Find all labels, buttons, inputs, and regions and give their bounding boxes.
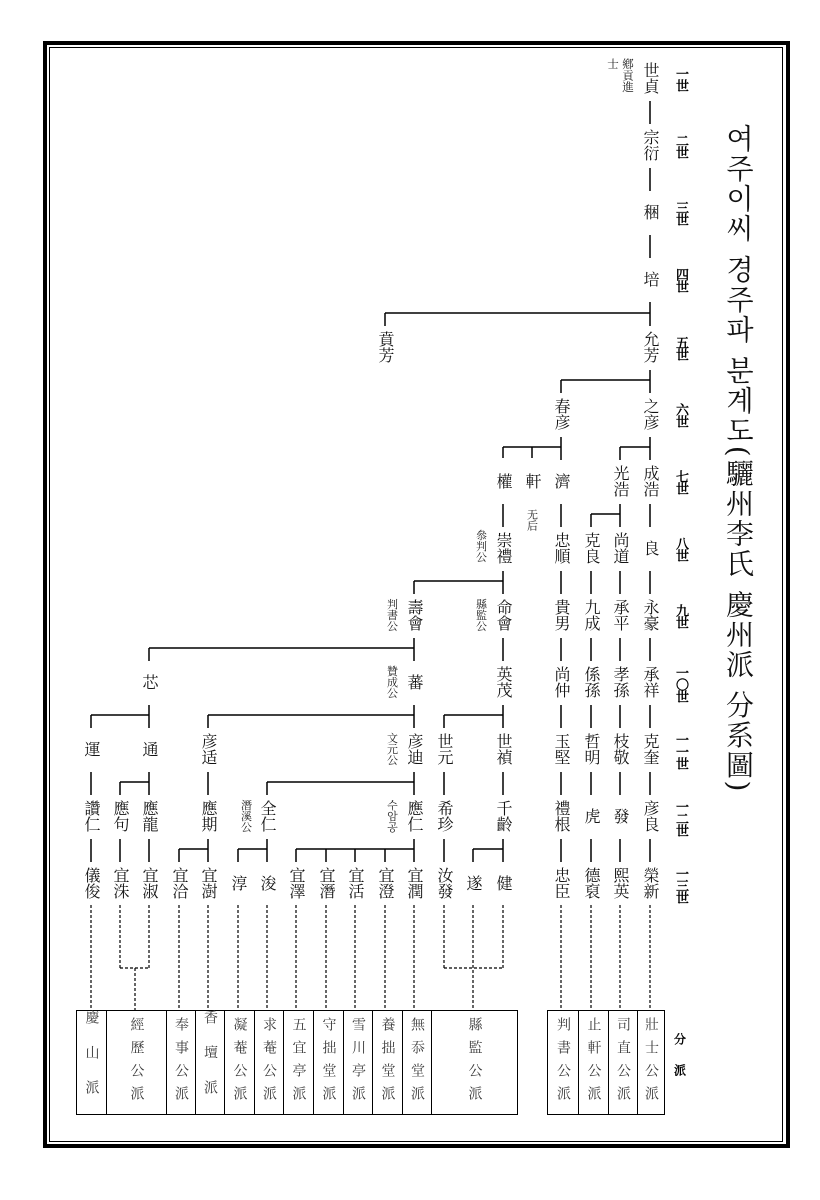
branch-cell bbox=[578, 1011, 608, 1114]
person-node: 宜澍 bbox=[199, 867, 218, 899]
person-node: 英茂 bbox=[494, 666, 513, 698]
branch-label: 司直公派 bbox=[615, 1016, 631, 1109]
person-node: 汝發 bbox=[435, 867, 454, 899]
branch-cell bbox=[402, 1011, 431, 1114]
branch-cell bbox=[224, 1011, 254, 1114]
person-title-note: 潛溪公 bbox=[239, 799, 253, 833]
branch-cell bbox=[254, 1011, 283, 1114]
generation-label: 五世 bbox=[673, 336, 688, 360]
person-title-note: 贊成公 bbox=[385, 665, 399, 699]
person-node: 賁芳 bbox=[376, 331, 395, 363]
generation-label: 三世 bbox=[673, 201, 688, 225]
person-node: 希珍 bbox=[435, 800, 454, 832]
generation-label: 八世 bbox=[673, 537, 688, 561]
generation-label: 一三世 bbox=[673, 867, 688, 903]
person-title-note: 縣監公 bbox=[474, 598, 488, 632]
branch-label: 壯士公派 bbox=[643, 1016, 659, 1109]
branch-table-right bbox=[547, 1010, 665, 1115]
branch-label: 凝菴公派 bbox=[231, 1016, 248, 1109]
person-node: 健 bbox=[494, 875, 513, 891]
person-node: 宜淑 bbox=[140, 867, 159, 899]
person-node: 克良 bbox=[582, 532, 601, 564]
person-node: 應龍 bbox=[140, 800, 159, 832]
person-node: 承祥 bbox=[641, 666, 660, 698]
branch-label: 奉事公派 bbox=[173, 1016, 189, 1109]
person-node: 運 bbox=[82, 741, 101, 757]
person-node: 尚仲 bbox=[552, 666, 571, 698]
person-node: 禮根 bbox=[552, 800, 571, 832]
person-node: 通 bbox=[140, 741, 159, 757]
person-title-note: 文元公 bbox=[385, 732, 399, 766]
person-node: 世元 bbox=[435, 733, 454, 765]
branch-label: 求菴公派 bbox=[261, 1016, 277, 1109]
branch-row-label: 分派 bbox=[672, 1033, 687, 1095]
branch-table-left bbox=[76, 1010, 518, 1115]
person-node: 淳 bbox=[229, 875, 248, 891]
branch-label: 經歷公派 bbox=[128, 1016, 145, 1109]
person-node: 九成 bbox=[582, 599, 601, 631]
person-node: 成浩 bbox=[641, 465, 660, 497]
branch-label: 判書公派 bbox=[555, 1016, 571, 1109]
person-node: 應期 bbox=[199, 800, 218, 832]
person-node: 全仁 bbox=[258, 800, 277, 832]
person-node: 讚仁 bbox=[82, 800, 101, 832]
person-node: 芯 bbox=[140, 674, 159, 690]
person-node: 榮新 bbox=[641, 867, 660, 899]
person-node: 克奎 bbox=[641, 733, 660, 765]
branch-cell bbox=[548, 1011, 578, 1114]
person-node: 濟 bbox=[552, 473, 571, 489]
person-node: 千齡 bbox=[494, 800, 513, 832]
branch-label: 慶山派 bbox=[83, 1010, 100, 1115]
person-node: 宜活 bbox=[346, 867, 365, 899]
person-node: 儀俊 bbox=[82, 867, 101, 899]
chart-title: 여주이씨 경주파 분계도(驪州李氏 慶州派 分系圖) bbox=[722, 124, 755, 794]
person-node: 彦适 bbox=[199, 733, 218, 765]
branch-label: 五宜亭派 bbox=[290, 1016, 307, 1109]
person-node: 孝孫 bbox=[611, 666, 630, 698]
person-node: 春彦 bbox=[552, 398, 571, 430]
person-node: 遂 bbox=[464, 875, 483, 891]
person-node: 稇 bbox=[641, 204, 660, 220]
person-node: 熙英 bbox=[611, 867, 630, 899]
person-node: 彦迪 bbox=[405, 733, 424, 765]
person-node: 允芳 bbox=[641, 331, 660, 363]
person-node: 尚道 bbox=[611, 532, 630, 564]
person-node: 浚 bbox=[258, 875, 277, 891]
generation-label: 六世 bbox=[673, 403, 688, 427]
person-node: 宗衍 bbox=[641, 129, 660, 161]
person-node: 永豪 bbox=[641, 599, 660, 631]
person-node: 德裒 bbox=[582, 867, 601, 899]
generation-label: 一二世 bbox=[673, 800, 688, 836]
person-node: 世貞 bbox=[641, 62, 660, 94]
branch-cell bbox=[637, 1011, 664, 1114]
person-node: 軒 bbox=[523, 473, 542, 489]
person-node: 蕃 bbox=[405, 674, 424, 690]
person-node: 宜潤 bbox=[405, 867, 424, 899]
person-title-note: 判書公 bbox=[385, 598, 399, 632]
person-node: 光浩 bbox=[611, 465, 630, 497]
person-node: 虎 bbox=[582, 808, 601, 824]
person-node: 壽會 bbox=[405, 599, 424, 631]
person-node: 係孫 bbox=[582, 666, 601, 698]
person-title-note: 鄕貢進士 bbox=[606, 58, 635, 93]
branch-label: 守拙堂派 bbox=[320, 1016, 337, 1109]
person-title-note: 无后 bbox=[525, 509, 539, 531]
branch-cell bbox=[195, 1011, 224, 1114]
branch-cell bbox=[283, 1011, 313, 1114]
generation-label: 四世 bbox=[673, 268, 688, 292]
person-node: 枝敬 bbox=[611, 733, 630, 765]
person-node: 宜澤 bbox=[287, 867, 306, 899]
person-node: 發 bbox=[611, 808, 630, 824]
person-node: 世禎 bbox=[494, 733, 513, 765]
branch-cell bbox=[343, 1011, 372, 1114]
person-node: 應句 bbox=[111, 800, 130, 832]
person-node: 玉堅 bbox=[552, 733, 571, 765]
person-node: 承平 bbox=[611, 599, 630, 631]
person-node: 忠臣 bbox=[552, 867, 571, 899]
branch-cell bbox=[77, 1011, 106, 1114]
generation-label: 一〇世 bbox=[673, 666, 688, 702]
person-title-note: 叅判公 bbox=[474, 529, 488, 563]
branch-label: 止軒公派 bbox=[585, 1016, 602, 1109]
branch-cell bbox=[166, 1011, 195, 1114]
branch-label: 雪川亭派 bbox=[350, 1016, 366, 1109]
person-node: 哲明 bbox=[582, 733, 601, 765]
generation-label: 九世 bbox=[673, 604, 688, 628]
person-node: 宜澄 bbox=[376, 867, 395, 899]
branch-label: 無忝堂派 bbox=[409, 1016, 425, 1109]
generation-label: 一一世 bbox=[673, 733, 688, 769]
branch-cell bbox=[106, 1011, 166, 1114]
generation-label: 二世 bbox=[673, 134, 688, 158]
person-node: 貴男 bbox=[552, 599, 571, 631]
branch-label: 香壇派 bbox=[202, 1010, 218, 1115]
person-node: 宜洙 bbox=[111, 867, 130, 899]
person-node: 應仁 bbox=[405, 800, 424, 832]
generation-label: 一世 bbox=[673, 67, 688, 91]
person-node: 權 bbox=[494, 473, 513, 489]
person-title-note: 수암공 bbox=[385, 799, 399, 833]
person-node: 命會 bbox=[494, 599, 513, 631]
generation-label: 七世 bbox=[673, 470, 688, 494]
branch-cell bbox=[313, 1011, 343, 1114]
person-node: 宜潛 bbox=[317, 867, 336, 899]
person-node: 之彦 bbox=[641, 398, 660, 430]
person-node: 彦良 bbox=[641, 800, 660, 832]
person-node: 宜洽 bbox=[170, 867, 189, 899]
branch-label: 縣監公派 bbox=[466, 1016, 483, 1109]
person-node: 崇禮 bbox=[494, 532, 513, 564]
person-node: 良 bbox=[641, 540, 660, 556]
branch-cell bbox=[608, 1011, 637, 1114]
branch-cell bbox=[372, 1011, 402, 1114]
person-node: 培 bbox=[641, 271, 660, 287]
person-node: 忠順 bbox=[552, 532, 571, 564]
branch-label: 養拙堂派 bbox=[379, 1016, 396, 1109]
branch-cell bbox=[431, 1011, 517, 1114]
